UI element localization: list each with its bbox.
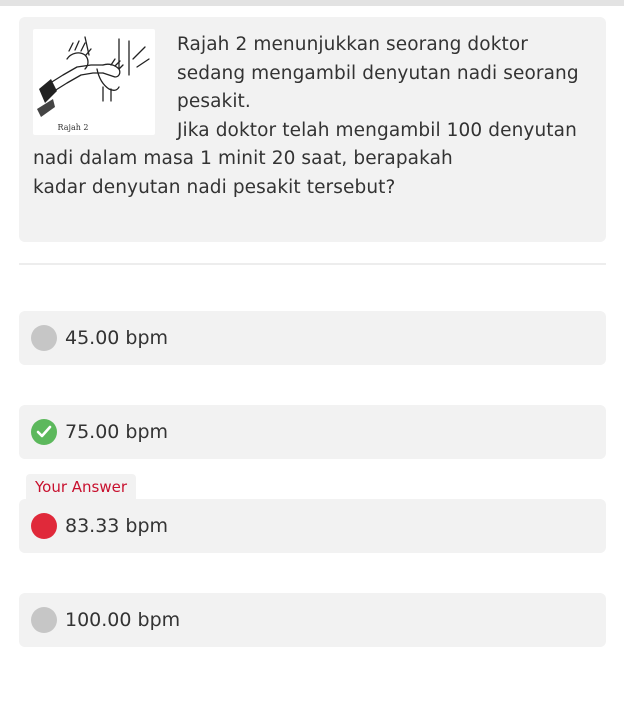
image-caption: Rajah 2 bbox=[57, 123, 89, 132]
radio-wrong-icon[interactable] bbox=[31, 513, 57, 539]
top-bar bbox=[0, 0, 624, 6]
question-line-2: Jika doktor telah mengambil 100 denyutan nadi dalam masa 1 minit 20 saat, berapakah bbox=[33, 119, 577, 169]
option-3[interactable] bbox=[19, 499, 606, 553]
question-line-3: kadar denyutan nadi pesakit tersebut? bbox=[33, 176, 396, 198]
option-label: 100.00 bpm bbox=[65, 609, 181, 631]
radio-neutral-icon[interactable] bbox=[31, 325, 57, 351]
question-card bbox=[19, 17, 606, 242]
option-1[interactable] bbox=[19, 311, 606, 365]
option-label: 75.00 bpm bbox=[65, 421, 169, 443]
question-text bbox=[33, 31, 593, 202]
check-circle-icon[interactable] bbox=[31, 419, 57, 445]
option-2[interactable] bbox=[19, 405, 606, 459]
option-label: 45.00 bpm bbox=[65, 327, 169, 349]
question-line-1: Rajah 2 menunjukkan seorang doktor sedang mengambil denyutan nadi seorang pesakit. bbox=[177, 34, 579, 112]
radio-neutral-icon[interactable] bbox=[31, 607, 57, 633]
divider bbox=[19, 263, 606, 265]
option-4[interactable] bbox=[19, 593, 606, 647]
option-label: 83.33 bpm bbox=[65, 515, 169, 537]
your-answer-tag: Your Answer bbox=[26, 474, 136, 500]
